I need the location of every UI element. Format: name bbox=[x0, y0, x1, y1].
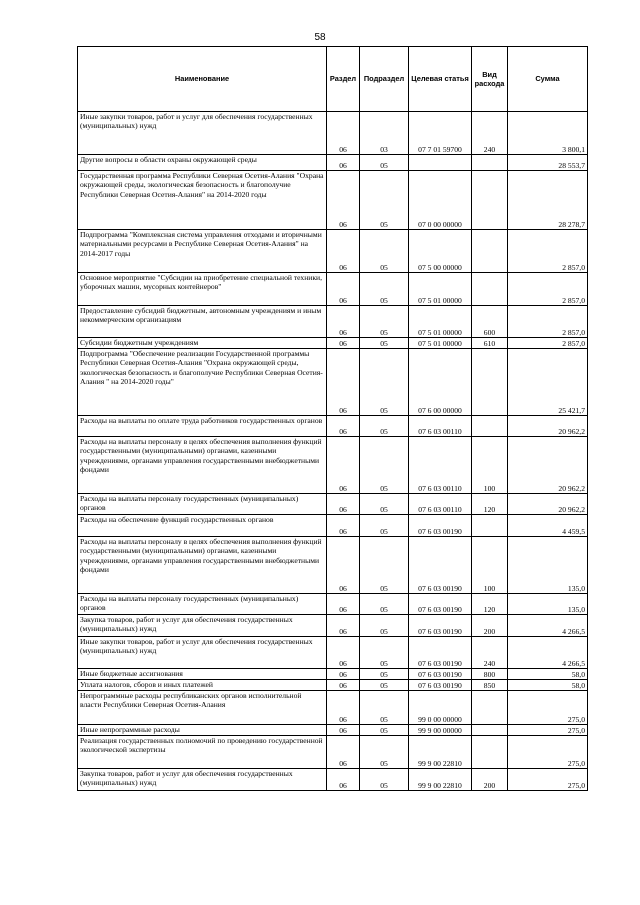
row-target: 07 6 03 00110 bbox=[409, 494, 472, 515]
row-subsection: 05 bbox=[360, 537, 409, 594]
row-target: 07 6 03 00110 bbox=[409, 437, 472, 494]
row-subsection: 05 bbox=[360, 416, 409, 437]
row-name: Закупка товаров, работ и услуг для обеспечения государственных (муниципальных) нужд bbox=[78, 615, 327, 637]
row-section: 06 bbox=[327, 515, 360, 537]
row-subsection: 05 bbox=[360, 680, 409, 691]
row-subsection: 05 bbox=[360, 230, 409, 273]
row-name: Реализация государственных полномочий по проведению государственной экологической экспертизы bbox=[78, 736, 327, 769]
table-row bbox=[78, 155, 588, 171]
row-target: 07 6 03 00190 bbox=[409, 615, 472, 637]
row-type: 800 bbox=[472, 669, 508, 680]
row-type bbox=[472, 349, 508, 416]
row-type: 100 bbox=[472, 537, 508, 594]
row-type bbox=[472, 736, 508, 769]
table-row bbox=[78, 416, 588, 437]
row-subsection: 05 bbox=[360, 691, 409, 725]
row-sum: 20 962,2 bbox=[508, 494, 588, 515]
row-sum: 58,0 bbox=[508, 680, 588, 691]
row-sum: 2 857,0 bbox=[508, 273, 588, 306]
row-target: 07 5 00 00000 bbox=[409, 230, 472, 273]
row-section: 06 bbox=[327, 171, 360, 230]
row-target: 99 9 00 22810 bbox=[409, 769, 472, 791]
row-subsection: 05 bbox=[360, 273, 409, 306]
row-name: Непрограммные расходы республиканских органов исполнительной власти Республики Северная Осетия-Алания bbox=[78, 691, 327, 725]
table-row bbox=[78, 515, 588, 537]
row-target: 07 5 01 00000 bbox=[409, 273, 472, 306]
table-row bbox=[78, 437, 588, 494]
row-sum: 20 962,2 bbox=[508, 437, 588, 494]
row-type: 610 bbox=[472, 338, 508, 349]
row-type bbox=[472, 155, 508, 171]
row-section: 06 bbox=[327, 669, 360, 680]
row-sum: 275,0 bbox=[508, 769, 588, 791]
row-type: 120 bbox=[472, 594, 508, 615]
row-subsection: 05 bbox=[360, 349, 409, 416]
row-section: 06 bbox=[327, 736, 360, 769]
row-name: Расходы на обеспечение функций государственных органов bbox=[78, 515, 327, 537]
row-sum: 135,0 bbox=[508, 537, 588, 594]
row-sum: 4 459,5 bbox=[508, 515, 588, 537]
row-type bbox=[472, 691, 508, 725]
row-sum: 58,0 bbox=[508, 669, 588, 680]
header-subsection: Подраздел bbox=[360, 47, 409, 112]
row-name: Иные непрограммные расходы bbox=[78, 725, 327, 736]
row-type: 100 bbox=[472, 437, 508, 494]
row-type: 850 bbox=[472, 680, 508, 691]
row-name: Государственная программа Республики Северная Осетия-Алания "Охрана окружающей среды, экологическая безопасность и благополучие Республики Северная Осетия-Алания" на 2014-2020 годы bbox=[78, 171, 327, 230]
row-target bbox=[409, 155, 472, 171]
row-subsection: 05 bbox=[360, 171, 409, 230]
row-target: 99 0 00 00000 bbox=[409, 691, 472, 725]
row-name: Предоставление субсидий бюджетным, автономным учреждениям и иным некоммерческим организациям bbox=[78, 306, 327, 338]
row-subsection: 05 bbox=[360, 155, 409, 171]
row-type: 120 bbox=[472, 494, 508, 515]
row-section: 06 bbox=[327, 112, 360, 155]
table-row bbox=[78, 594, 588, 615]
table-row bbox=[78, 112, 588, 155]
row-sum: 3 800,1 bbox=[508, 112, 588, 155]
row-type bbox=[472, 171, 508, 230]
table-row bbox=[78, 349, 588, 416]
row-target: 07 0 00 00000 bbox=[409, 171, 472, 230]
row-subsection: 05 bbox=[360, 437, 409, 494]
row-name: Подпрограмма "Комплексная система управления отходами и вторичными материальными ресурсами в Республике Северная Осетия-Алания" на 2014-2017 годы bbox=[78, 230, 327, 273]
row-target: 07 6 00 00000 bbox=[409, 349, 472, 416]
row-section: 06 bbox=[327, 273, 360, 306]
row-section: 06 bbox=[327, 416, 360, 437]
row-name: Расходы на выплаты персоналу в целях обеспечения выполнения функций государственными (муниципальными) органами, казенными учреждениями, органами управления государственными внебюджетными фондами bbox=[78, 537, 327, 594]
row-name: Подпрограмма "Обеспечение реализации Государственной программы Республики Северная Осетия-Алания "Охрана окружающей среды, экологическая безопасность и благополучие Республики Северная Осетия-Алания " на 2014-2020 годы" bbox=[78, 349, 327, 416]
row-section: 06 bbox=[327, 349, 360, 416]
row-type: 240 bbox=[472, 112, 508, 155]
header-section: Раздел bbox=[327, 47, 360, 112]
header-target: Целевая статья bbox=[409, 47, 472, 112]
row-sum: 275,0 bbox=[508, 691, 588, 725]
row-name: Субсидии бюджетным учреждениям bbox=[78, 338, 327, 349]
row-subsection: 05 bbox=[360, 725, 409, 736]
row-target: 07 7 01 59700 bbox=[409, 112, 472, 155]
row-type bbox=[472, 230, 508, 273]
table-row bbox=[78, 306, 588, 338]
row-sum: 25 421,7 bbox=[508, 349, 588, 416]
row-section: 06 bbox=[327, 769, 360, 791]
row-target: 07 5 01 00000 bbox=[409, 306, 472, 338]
row-subsection: 05 bbox=[360, 515, 409, 537]
row-subsection: 05 bbox=[360, 637, 409, 669]
page-number: 58 bbox=[314, 32, 326, 43]
row-subsection: 05 bbox=[360, 769, 409, 791]
row-target: 07 6 03 00190 bbox=[409, 594, 472, 615]
table-row bbox=[78, 338, 588, 349]
row-subsection: 05 bbox=[360, 669, 409, 680]
row-sum: 4 266,5 bbox=[508, 615, 588, 637]
row-section: 06 bbox=[327, 494, 360, 515]
row-target: 99 9 00 22810 bbox=[409, 736, 472, 769]
header-name: Наименование bbox=[78, 47, 327, 112]
row-sum: 4 266,5 bbox=[508, 637, 588, 669]
row-type: 600 bbox=[472, 306, 508, 338]
row-subsection: 05 bbox=[360, 594, 409, 615]
row-target: 07 6 03 00110 bbox=[409, 416, 472, 437]
table-row bbox=[78, 691, 588, 725]
row-section: 06 bbox=[327, 437, 360, 494]
row-name: Иные закупки товаров, работ и услуг для обеспечения государственных (муниципальных) нужд bbox=[78, 112, 327, 155]
table-row bbox=[78, 736, 588, 769]
row-target: 07 5 01 00000 bbox=[409, 338, 472, 349]
row-subsection: 05 bbox=[360, 615, 409, 637]
table-row bbox=[78, 637, 588, 669]
row-target: 99 9 00 00000 bbox=[409, 725, 472, 736]
row-sum: 2 857,0 bbox=[508, 230, 588, 273]
row-section: 06 bbox=[327, 725, 360, 736]
row-sum: 20 962,2 bbox=[508, 416, 588, 437]
row-section: 06 bbox=[327, 537, 360, 594]
row-type bbox=[472, 273, 508, 306]
row-name: Другие вопросы в области охраны окружающей среды bbox=[78, 155, 327, 171]
row-section: 06 bbox=[327, 594, 360, 615]
row-sum: 135,0 bbox=[508, 594, 588, 615]
row-name: Расходы на выплаты по оплате труда работников государственных органов bbox=[78, 416, 327, 437]
row-subsection: 03 bbox=[360, 112, 409, 155]
table-header-row bbox=[78, 47, 588, 112]
row-type: 240 bbox=[472, 637, 508, 669]
table-row bbox=[78, 230, 588, 273]
row-section: 06 bbox=[327, 338, 360, 349]
row-sum: 2 857,0 bbox=[508, 338, 588, 349]
row-subsection: 05 bbox=[360, 306, 409, 338]
table-row bbox=[78, 273, 588, 306]
table-row bbox=[78, 615, 588, 637]
table-row bbox=[78, 494, 588, 515]
row-target: 07 6 03 00190 bbox=[409, 680, 472, 691]
row-section: 06 bbox=[327, 680, 360, 691]
row-sum: 2 857,0 bbox=[508, 306, 588, 338]
row-subsection: 05 bbox=[360, 736, 409, 769]
header-sum: Сумма bbox=[508, 47, 588, 112]
row-name: Расходы на выплаты персоналу государственных (муниципальных) органов bbox=[78, 494, 327, 515]
row-type bbox=[472, 416, 508, 437]
row-target: 07 6 03 00190 bbox=[409, 537, 472, 594]
row-sum: 28 278,7 bbox=[508, 171, 588, 230]
row-section: 06 bbox=[327, 615, 360, 637]
budget-table bbox=[77, 46, 588, 791]
table-row bbox=[78, 769, 588, 791]
row-name: Расходы на выплаты персоналу государственных (муниципальных) органов bbox=[78, 594, 327, 615]
table-row bbox=[78, 537, 588, 594]
row-name: Расходы на выплаты персоналу в целях обеспечения выполнения функций государственными (муниципальными) органами, казенными учреждениями, органами управления государственными внебюджетными фондами bbox=[78, 437, 327, 494]
row-sum: 28 553,7 bbox=[508, 155, 588, 171]
row-name: Иные бюджетные ассигнования bbox=[78, 669, 327, 680]
row-name: Закупка товаров, работ и услуг для обеспечения государственных (муниципальных) нужд bbox=[78, 769, 327, 791]
row-type bbox=[472, 725, 508, 736]
row-sum: 275,0 bbox=[508, 736, 588, 769]
row-section: 06 bbox=[327, 306, 360, 338]
table-row bbox=[78, 680, 588, 691]
row-section: 06 bbox=[327, 637, 360, 669]
row-type: 200 bbox=[472, 615, 508, 637]
row-type bbox=[472, 515, 508, 537]
row-name: Основное мероприятие "Субсидии на приобретение специальной техники, уборочных машин, мусорных контейнеров" bbox=[78, 273, 327, 306]
row-section: 06 bbox=[327, 230, 360, 273]
header-type: Вид расхода bbox=[472, 47, 508, 112]
row-target: 07 6 03 00190 bbox=[409, 669, 472, 680]
row-target: 07 6 03 00190 bbox=[409, 515, 472, 537]
row-name: Иные закупки товаров, работ и услуг для обеспечения государственных (муниципальных) нужд bbox=[78, 637, 327, 669]
table-row bbox=[78, 669, 588, 680]
row-section: 06 bbox=[327, 691, 360, 725]
table-row bbox=[78, 725, 588, 736]
row-sum: 275,0 bbox=[508, 725, 588, 736]
row-target: 07 6 03 00190 bbox=[409, 637, 472, 669]
row-subsection: 05 bbox=[360, 338, 409, 349]
row-subsection: 05 bbox=[360, 494, 409, 515]
row-name: Уплата налогов, сборов и иных платежей bbox=[78, 680, 327, 691]
table-row bbox=[78, 171, 588, 230]
row-type: 200 bbox=[472, 769, 508, 791]
row-section: 06 bbox=[327, 155, 360, 171]
